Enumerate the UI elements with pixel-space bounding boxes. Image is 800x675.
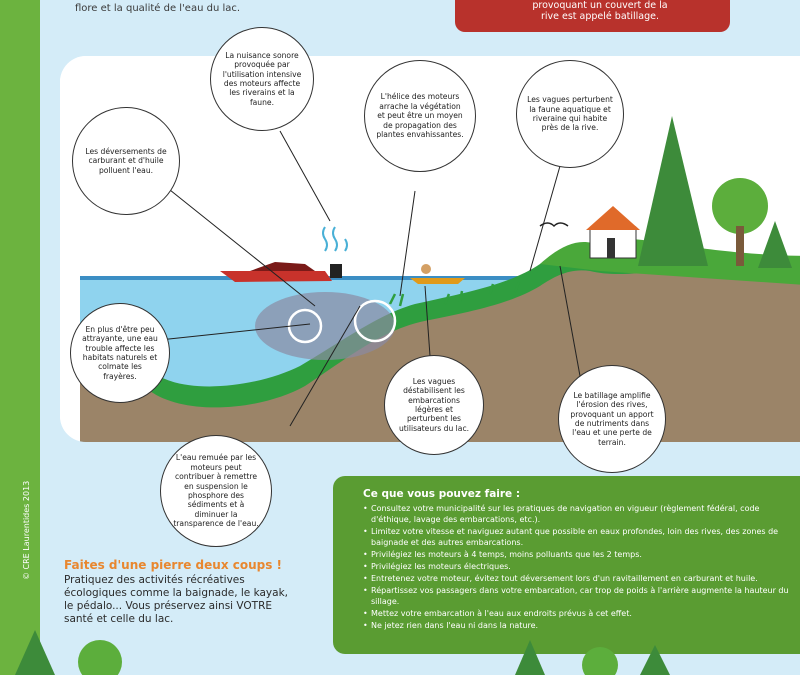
- actions-title: Ce que vous pouvez faire :: [363, 488, 521, 500]
- motorboat: [220, 271, 332, 282]
- bubble-noise: La nuisance sonore provoquée par l'utilisation intensive des moteurs affecte les riverains et la faune.: [210, 27, 314, 131]
- bottom-trees: [0, 620, 800, 675]
- list-item: • Entretenez votre moteur, évitez tout déversement lors d'un ravitaillement en carburant et huile.: [363, 573, 799, 584]
- copyright: © CRE Laurentides 2013: [22, 480, 31, 580]
- canoe: [410, 278, 465, 284]
- bubble-waves-fauna: Les vagues perturbent la faune aquatique et riveraine qui habite près de la rive.: [516, 60, 624, 168]
- list-item: • Consultez votre municipalité sur les pratiques de navigation en vigueur (règlement fédéral, code d'éthique, lavage des embarcations, etc.).: [363, 503, 799, 525]
- red-info-box: [455, 0, 730, 32]
- leafy-tree: [712, 178, 768, 234]
- tip-title: Faites d'une pierre deux coups !: [64, 558, 283, 572]
- bubble-batillage: Le batillage amplifie l'érosion des rives, provoquant un apport de nutriments dans l'eau et une perte de terrain.: [558, 365, 666, 473]
- list-item: • Privilégiez les moteurs à 4 temps, moins polluants que les 2 temps.: [363, 549, 799, 560]
- bubble-fuel: Les déversements de carburant et d'huile polluent l'eau.: [72, 107, 180, 215]
- bubble-sediment: L'eau remuée par les moteurs peut contribuer à remettre en suspension le phosphore des sédiments et à diminuer la transparence de l'eau.: [160, 435, 272, 547]
- bubble-propeller: L'hélice des moteurs arrache la végétation et peut être un moyen de propagation des plantes envahissantes.: [364, 60, 476, 172]
- list-item: • Limitez votre vitesse et naviguez autant que possible en eaux profondes, loin des rives, des zones de baignade et des autres embarcations.: [363, 526, 799, 548]
- list-item: • Mettez votre embarcation à l'eau aux endroits prévus à cet effet.: [363, 608, 799, 619]
- red-box-text: provoquant un couvert de la rive est appelé batillage.: [532, 0, 668, 22]
- list-item: • Ne jetez rien dans l'eau ni dans la nature.: [363, 620, 799, 631]
- actions-list: [355, 503, 799, 631]
- left-green-band: [0, 0, 40, 675]
- list-item: • Répartissez vos passagers dans votre embarcation, car trop de poids à l'arrière augmente la hauteur du sillage.: [363, 585, 799, 607]
- tip-body: Pratiquez des activités récréatives écologiques comme la baignade, le kayak, le pédalo... Vous préservez ainsi VOTRE santé et celle du lac.: [64, 574, 288, 625]
- bubble-turbid: En plus d'être peu attrayante, une eau trouble affecte les habitats naturels et colmate les frayères.: [70, 303, 170, 403]
- list-item: • Privilégiez les moteurs électriques.: [363, 561, 799, 572]
- intro-text: flore et la qualité de l'eau du lac.: [75, 3, 241, 14]
- bubble-waves-boats: Les vagues déstabilisent les embarcations légères et perturbent les utilisateurs du lac.: [384, 355, 484, 455]
